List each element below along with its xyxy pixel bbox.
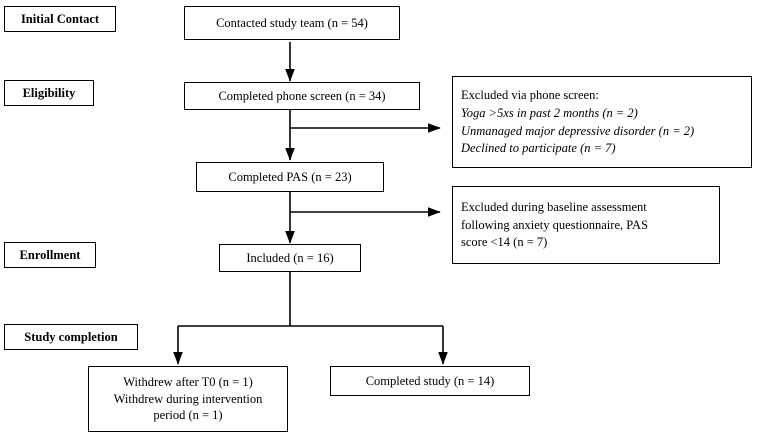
exclusion-line: Unmanaged major depressive disorder (n = 2) bbox=[461, 123, 695, 138]
node-completed-study bbox=[330, 366, 530, 396]
stage-label-initial-contact bbox=[4, 6, 116, 32]
exclusion-line: Declined to participate (n = 7) bbox=[461, 141, 616, 156]
node-text-line: period (n = 1) bbox=[153, 408, 223, 423]
node-excluded-phone-screen bbox=[452, 76, 752, 168]
node-text: Contacted study team (n = 54) bbox=[216, 15, 368, 30]
stage-label-text: Enrollment bbox=[19, 247, 81, 262]
node-contacted-study-team bbox=[184, 6, 400, 40]
stage-label-eligibility bbox=[4, 80, 94, 106]
node-completed-phone-screen bbox=[184, 82, 420, 110]
exclusion-line: score <14 (n = 7) bbox=[461, 235, 548, 250]
node-excluded-baseline bbox=[452, 186, 720, 264]
exclusion-line: following anxiety questionnaire, PAS bbox=[461, 217, 649, 232]
exclusion-line: Excluded during baseline assessment bbox=[461, 199, 647, 214]
stage-label-text: Eligibility bbox=[22, 85, 76, 100]
node-included bbox=[219, 244, 361, 272]
node-text-line: Withdrew after T0 (n = 1) bbox=[123, 374, 253, 389]
stage-label-text: Study completion bbox=[24, 329, 118, 344]
stage-label-enrollment bbox=[4, 242, 96, 268]
node-text: Completed study (n = 14) bbox=[365, 373, 495, 388]
node-text: Completed PAS (n = 23) bbox=[228, 169, 352, 184]
exclusion-line: Excluded via phone screen: bbox=[461, 87, 599, 102]
node-text: Completed phone screen (n = 34) bbox=[218, 88, 386, 103]
node-completed-pas bbox=[196, 162, 384, 192]
node-text: Included (n = 16) bbox=[246, 250, 334, 265]
node-text-line: Withdrew during intervention bbox=[113, 391, 263, 406]
exclusion-line: Yoga >5xs in past 2 months (n = 2) bbox=[461, 105, 638, 120]
stage-label-study-completion bbox=[4, 324, 138, 350]
node-withdrew bbox=[88, 366, 288, 432]
stage-label-text: Initial Contact bbox=[20, 11, 100, 26]
